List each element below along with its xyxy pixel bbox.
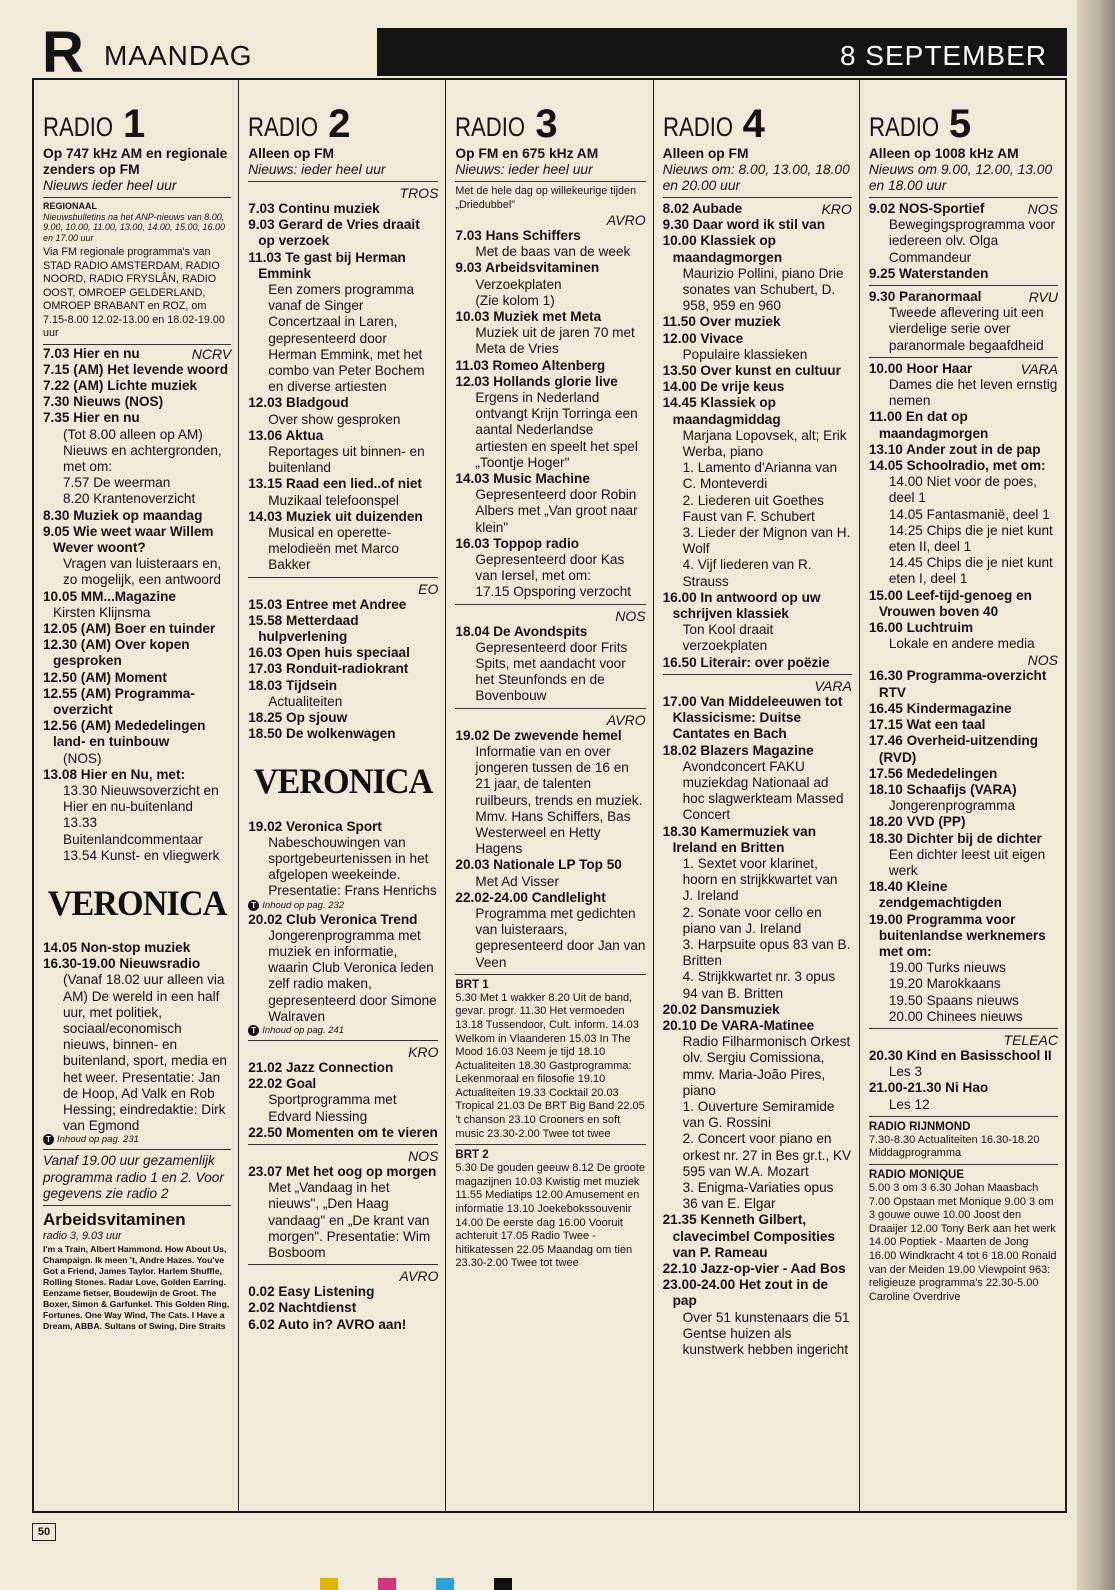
- program-entry: 22.50 Momenten om te vieren: [248, 1124, 438, 1140]
- program-description: Ton Kool draait verzoekplaten: [682, 622, 774, 654]
- program-entry: 9.03 Gerard de Vries draait op verzoek: [248, 217, 420, 249]
- divider: [869, 285, 1058, 286]
- broadcaster-label: EO: [418, 580, 439, 597]
- station-heading: [868, 86, 1058, 146]
- program-entry: 16.30-19.00 Nieuwsradio: [43, 956, 201, 972]
- program-entry: 21.02 Jazz Connection: [248, 1059, 394, 1075]
- program-entry: 12.56 (AM) Mededelingen land- en tuinbouw: [43, 718, 206, 750]
- header-right: [377, 28, 1067, 76]
- page-header: [32, 20, 1067, 85]
- program-entry: 11.03 Te gast bij Herman Emmink: [248, 249, 406, 281]
- section-letter: R: [42, 20, 82, 85]
- program-entry: 18.25 Op sjouw: [248, 710, 348, 726]
- program-description: Marjana Lopovsek, alt; Erik Werba, piano: [682, 427, 847, 460]
- program-description: 19.00 Turks nieuws: [888, 960, 1006, 976]
- program-list: [248, 819, 438, 900]
- program-description: Een zomers programma vanaf de Singer Concertzaal in Laren, gepresenteerd door Herman Emmink, met het combo van Peter Bochem en diverse artiesten: [268, 282, 425, 395]
- program-list: [869, 1048, 1058, 1113]
- program-entry: 21.35 Kenneth Gilbert, clavecimbel Composities van P. Rameau: [662, 1212, 836, 1260]
- station-number: 1: [123, 102, 146, 146]
- broadcaster-label: KRO: [408, 1043, 439, 1060]
- program-description: Informatie van en over jongeren tussen de 16 en 21 jaar, de talenten ruilbeurs, trends en muziek. Mmv. Hans Schiffers, Bas Westerweel en Hetty Hagens: [475, 743, 643, 857]
- program-entry: 20.02 Dansmuziek: [662, 1001, 780, 1017]
- divider: [43, 197, 231, 198]
- column-radio-1: [34, 80, 239, 1511]
- program-list: [248, 912, 438, 1025]
- divider: [43, 1149, 231, 1150]
- program-list: [43, 940, 231, 1134]
- program-description: 13.33 Buitenlandcommentaar: [63, 815, 203, 847]
- program-list: [43, 346, 231, 865]
- divider: [869, 357, 1058, 358]
- program-entry: 11.00 En dat op maandagmorgen: [868, 409, 989, 441]
- program-list: [869, 668, 1058, 1024]
- rijnmond-title: RADIO RIJNMOND: [868, 1120, 971, 1133]
- program-entry: 18.50 De wolkenwagen: [248, 726, 396, 742]
- program-entry: 13.50 Over kunst en cultuur: [662, 363, 841, 379]
- program-entry: 12.03 Hollands glorie live: [455, 373, 618, 389]
- program-entry: 10.03 Muziek met Meta: [455, 309, 602, 325]
- station-word: RADIO: [662, 112, 733, 142]
- program-description: Vragen van luisteraars en, zo mogelijk, een antwoord: [63, 556, 222, 588]
- program-description: 1. Lamento d'Arianna van C. Monteverdi: [682, 460, 838, 492]
- station-frequency: Alleen op 1008 kHz AM: [868, 146, 1019, 161]
- program-entry: 9.30 Paranormaal: [868, 289, 982, 305]
- program-description: 14.05 Fantasmanië, deel 1: [888, 506, 1050, 522]
- program-entry: 20.03 Nationale LP Top 50: [455, 857, 622, 873]
- program-description: Met Ad Visser: [475, 873, 560, 889]
- content-ref[interactable]: T Inhoud op pag. 241: [248, 1025, 438, 1037]
- program-list: [869, 361, 1058, 653]
- program-entry: 9.02 NOS-Sportief: [868, 201, 985, 216]
- broadcaster-label: TELEAC: [1003, 1031, 1059, 1048]
- program-description: 2. Concert voor piano en orkest nr. 27 in Bes gr.t., KV 595 van W.A. Mozart: [682, 1131, 852, 1179]
- station-news-note: Nieuws om: 8.00, 13.00, 18.00 en 20.00 uur: [662, 162, 850, 193]
- divider: [43, 344, 231, 345]
- content-ref[interactable]: T Inhoud op pag. 232: [248, 900, 438, 912]
- divider: [248, 1264, 438, 1265]
- program-description: Radio Filharmonisch Orkest olv. Sergiu Comissiona, mmv. Maria-João Pires, piano: [682, 1034, 851, 1098]
- program-entry: 14.45 Klassiek op maandagmiddag: [662, 395, 781, 427]
- station-number: 3: [535, 102, 558, 146]
- program-entry: 8.30 Muziek op maandag: [43, 507, 203, 523]
- divider: [455, 181, 645, 182]
- divider: [248, 577, 438, 578]
- program-entry: 14.03 Music Machine: [455, 471, 590, 487]
- program-entry: 16.30 Programma-overzicht RTV: [868, 668, 1047, 700]
- program-entry: 20.02 Club Veronica Trend: [248, 911, 418, 927]
- divider: [663, 674, 852, 675]
- program-entry: 23.00-24.00 Het zout in de pap: [662, 1277, 829, 1309]
- program-entry: 17.15 Wat een taal: [868, 717, 986, 733]
- program-entry: 9.05 Wie weet waar Willem Wever woont?: [43, 523, 214, 555]
- program-entry: 18.30 Kamermuziek van Ireland en Britten: [662, 823, 817, 855]
- program-description: 19.50 Spaans nieuws: [888, 992, 1019, 1008]
- program-description: Jongerenprogramma: [888, 798, 1015, 814]
- program-description: Gepresenteerd door Kas van Iersel, met om:: [475, 552, 625, 584]
- broadcaster-label: NOS: [1027, 201, 1059, 217]
- program-description: 8.20 Krantenoverzicht: [63, 491, 196, 507]
- station-word: RADIO: [248, 112, 319, 142]
- program-description: Over 51 kunstenaars die 51 Gentse huizen als kunstwerk hebben ingericht: [682, 1309, 850, 1358]
- program-description: Actualiteiten: [268, 693, 343, 709]
- content-ref[interactable]: T Inhoud op pag. 231: [43, 1134, 231, 1146]
- column-radio-4: [654, 80, 860, 1511]
- station-heading: [43, 86, 231, 146]
- program-entry: 9.03 Arbeidsvitaminen: [455, 260, 600, 276]
- program-entry: 22.02-24.00 Candlelight: [455, 889, 606, 905]
- program-entry: 23.07 Met het oog op morgen: [248, 1163, 437, 1179]
- program-entry: 14.00 De vrije keus: [662, 379, 785, 395]
- program-entry: 12.55 (AM) Programma-overzicht: [43, 685, 195, 717]
- program-description: 19.20 Marokkaans: [888, 976, 1001, 992]
- program-description: 3. Enigma-Variaties opus 36 van E. Elgar: [682, 1179, 834, 1212]
- program-description: 3. Lieder der Mignon van H. Wolf: [682, 525, 851, 557]
- program-list: [248, 1284, 438, 1333]
- broadcaster-label: NOS: [408, 1147, 439, 1164]
- program-entry: 9.30 Daar word ik stil van: [662, 217, 826, 233]
- brt1-title: BRT 1: [455, 978, 489, 991]
- program-entry: 7.30 Nieuws (NOS): [43, 394, 164, 410]
- program-entry: 12.03 Bladgoud: [248, 395, 349, 411]
- print-color-marks: [320, 1578, 660, 1590]
- station-news-note: Nieuws: ieder heel uur: [248, 162, 386, 177]
- program-description: 1. Sextet voor klarinet, hoorn en strijkkwartet van J. Ireland: [682, 855, 838, 904]
- program-entry: 15.03 Entree met Andree: [248, 596, 407, 612]
- program-description: Lokale en andere media: [888, 636, 1035, 652]
- station-frequency: Op FM en 675 kHz AM: [455, 146, 599, 161]
- station-heading: [662, 86, 852, 146]
- divider: [455, 604, 645, 605]
- program-list: [248, 1060, 438, 1141]
- program-description: Kirsten Klijnsma: [53, 604, 151, 620]
- program-description: 14.45 Chips die je niet kunt eten I, deel 1: [888, 555, 1053, 587]
- program-entry: 14.05 Schoolradio, met om:: [868, 458, 1046, 474]
- program-list: [248, 201, 438, 574]
- program-description: Nabeschouwingen van sportgebeurtenissen in het afgelopen weekeinde. Presentatie: Frans Henrichs: [268, 834, 437, 899]
- program-entry: 19.02 De zwevende hemel: [455, 727, 622, 743]
- column-radio-5: [860, 80, 1065, 1511]
- program-entry: 7.03 Hans Schiffers: [455, 228, 581, 243]
- program-entry: 6.02 Auto in? AVRO aan!: [248, 1316, 407, 1332]
- broadcaster-label: RVU: [1028, 289, 1059, 306]
- regionaal-label: REGIONAAL: [43, 201, 97, 211]
- arbeidsvitaminen-sub: radio 3, 9.03 uur: [43, 1230, 122, 1243]
- driedubbel-note: Met de hele dag op willekeurige tijden „Driedubbel": [455, 185, 637, 211]
- veronica-logo: VERONICA: [47, 882, 227, 923]
- program-entry: 16.03 Open huis speciaal: [248, 645, 410, 661]
- program-description: (Vanaf 18.02 uur alleen via AM) De wereld in een half uur, met politiek, sociaal/economisch nieuws, binnen- en buitenland, sport, media en het weer. Presentatie: Jan de Hoop, Ad Valk en Rob Hessing; eindredaktie: Dirk van Egmond: [63, 972, 227, 1134]
- station-word: RADIO: [43, 112, 114, 142]
- program-entry: 2.02 Nachtdienst: [248, 1300, 357, 1316]
- program-description: 4. Strijkkwartet nr. 3 opus 94 van B. Britten: [682, 969, 836, 1001]
- divider: [248, 1144, 438, 1145]
- arbeidsvitaminen-list: I'm a Train, Albert Hammond. How About Us, Champaign. Ik meen 't, Andre Hazes. You've Got a Friend, James Taylor. Harlem Shuffle, Rolling Stones. Radar Love, Golden Earring. Eenzame fietser, Boudewijn de Groot. The Boxer, Simon & Garfunkel. This Golden Ring, Fortunes. One Way Wind, The Cats. I Have a Dream, ABBA. Sultans of Swing, Dire Straits: [43, 1243, 230, 1331]
- program-entry: 20.10 De VARA-Matinee: [662, 1017, 815, 1033]
- program-entry: 11.03 Romeo Altenberg: [455, 357, 606, 373]
- program-list: [248, 597, 438, 743]
- program-entry: 10.00 Klassiek op maandagmorgen: [662, 233, 783, 265]
- broadcaster-label: NOS: [615, 607, 646, 624]
- program-description: 13.30 Nieuwsoverzicht en Hier en nu-buitenland: [63, 782, 219, 815]
- arbeidsvitaminen-title: Arbeidsvitaminen: [43, 1210, 186, 1230]
- program-entry: 7.03 Continu muziek: [248, 201, 380, 216]
- program-description: Gepresenteerd door Frits Spits, met aandacht voor het Steunfonds en de Bovenbouw: [475, 639, 628, 704]
- program-entry: 17.03 Ronduit-radiokrant: [248, 661, 409, 677]
- program-description: 2. Liederen uit Goethes Faust van F. Schubert: [682, 492, 824, 524]
- program-entry: 14.05 Non-stop muziek: [43, 940, 191, 955]
- broadcaster-label: KRO: [821, 201, 852, 217]
- program-description: 13.54 Kunst- en vliegwerk: [63, 847, 220, 863]
- program-entry: 18.04 De Avondspits: [455, 623, 588, 639]
- regionaal-text: Via FM regionale programma's van STAD RADIO AMSTERDAM, RADIO NOORD, RADIO FRYSLÂN, RADIO OOST, OMROEP GELDERLAND, OMROEP BRABANT en ROZ, om 7.15-8.00 12.02-13.00 en 18.02-19.00 uur: [43, 246, 225, 339]
- program-description: Les 3: [888, 1064, 923, 1080]
- program-entry: 17.56 Mededelingen: [868, 765, 998, 781]
- program-entry: 0.02 Easy Listening: [248, 1284, 375, 1300]
- program-description: Populaire klassieken: [682, 346, 808, 362]
- date-label: 8 SEPTEMBER: [839, 40, 1047, 71]
- brt1-text: 5.30 Met 1 wakker 8.20 Uit de band, gevar. progr. 11.30 Het vermoeden 13.18 Tussendoor, Cult. inform. 14.03 Welkom in Vlaanderen 15.03 In The Mood 16.03 Neem je tijd 18.10 Actualiteiten 18.30 Gastprogramma: Lekenmoraal en filosofie 19.10 Actualiteiten 19.33 Cocktail 20.03 Tropical 21.03 De BRT Big Band 22.05 't chanson 23.10 Crooners en soft music 23.30-2.00 Twee tot twee: [455, 991, 645, 1140]
- station-frequency: Alleen op FM: [662, 146, 749, 161]
- program-description: Tweede aflevering uit een vierdelige serie over paranormale begaafdheid: [888, 305, 1044, 353]
- program-description: Programma met gedichten van luisteraars, gepresenteerd door Jan van Veen: [475, 905, 646, 970]
- program-entry: 18.30 Dichter bij de dichter: [868, 830, 1042, 846]
- monique-title: RADIO MONIQUE: [868, 1168, 965, 1181]
- page-number: 50: [32, 1523, 56, 1541]
- station-word: RADIO: [868, 112, 939, 142]
- program-entry: 13.08 Hier en Nu, met:: [43, 766, 186, 782]
- program-description: Muziek uit de jaren 70 met Meta de Vries: [475, 325, 635, 357]
- program-description: 2. Sonate voor cello en piano van J. Ireland: [682, 904, 822, 936]
- station-heading: [455, 86, 645, 146]
- program-entry: 16.03 Toppop radio: [455, 535, 580, 551]
- broadcaster-label: VARA: [1020, 360, 1059, 377]
- program-description: (NOS): [63, 750, 102, 766]
- station-word: RADIO: [455, 112, 526, 142]
- program-entry: 11.50 Over muziek: [662, 314, 781, 330]
- magazine-spine: [1077, 0, 1115, 1590]
- program-description: 14.00 Niet voor de poes, deel 1: [888, 474, 1037, 506]
- program-description: 17.15 Opsporing verzocht: [475, 584, 632, 600]
- program-description: Ergens in Nederland ontvangt Krijn Torringa een aantal Nederlandse artiesten en speelt het spel „Toontje Hoger": [475, 390, 638, 470]
- program-description: Bewegingsprogramma voor iedereen olv. Olga Commandeur: [888, 217, 1056, 265]
- program-description: Gepresenteerd door Robin Albers met „Van groot naar klein": [475, 487, 638, 535]
- program-entry: 15.00 Leef-tijd-genoeg en Vrouwen boven 40: [868, 587, 1032, 619]
- program-entry: 12.05 (AM) Boer en tuinder: [43, 620, 216, 636]
- program-description: (Zie kolom 1): [475, 292, 555, 308]
- regionaal-note: Nieuwsbulletins na het ANP-nieuws van 8.00, 9.00, 10.00, 11.00, 13.00, 14.00, 15.00, 16.00 en 17.00 uur: [43, 211, 225, 243]
- program-entry: 7.35 Hier en nu: [43, 410, 140, 426]
- program-entry: 12.00 Vivace: [662, 330, 744, 346]
- program-entry: 18.40 Kleine zendgemachtigden: [868, 879, 1002, 911]
- broadcaster-label: TROS: [399, 185, 439, 201]
- program-entry: 19.00 Programma voor buitenlandse werknemers met om:: [868, 911, 1046, 959]
- program-list: [663, 201, 852, 671]
- program-description: (Tot 8.00 alleen op AM) Nieuws en achtergronden, met om:: [63, 426, 222, 474]
- divider: [43, 1205, 231, 1206]
- station-number: 5: [948, 102, 972, 146]
- program-entry: 7.15 (AM) Het levende woord: [43, 361, 229, 377]
- vanaf-note: Vanaf 19.00 uur gezamenlijk programma radio 1 en 2. Voor gegevens zie radio 2: [43, 1153, 224, 1201]
- program-entry: 9.25 Waterstanden: [868, 265, 989, 281]
- divider: [869, 1116, 1058, 1117]
- station-frequency: Op 747 kHz AM en regionale zenders op FM: [43, 146, 228, 177]
- program-entry: 12.50 (AM) Moment: [43, 669, 167, 685]
- program-description: Met „Vandaag in het nieuws", „Den Haag vandaag" en „De krant van morgen". Presentatie: Wim Bosboom: [268, 1180, 431, 1260]
- program-list: [663, 694, 852, 1358]
- program-description: Musical en operette-melodieën met Marco Bakker: [268, 525, 399, 573]
- brt2-text: 5.30 De gouden geeuw 8.12 De groote magazijnen 10.03 Kwistig met muziek 11.55 Mediatips 12.00 Amusement en informatie 13.10 Joekebokssouvenir 14.00 De eerste dag 16.00 Vooruit achteruit 17.05 Radio Twee - hitikatessen 22.05 Maandag om tien 23.30-2.00 Twee tot twee: [455, 1162, 645, 1270]
- program-description: Reportages uit binnen- en buitenland: [268, 444, 425, 476]
- station-frequency: Alleen op FM: [248, 146, 335, 161]
- program-description: Avondconcert FAKU muziekdag Nationaal ad hoc slagwerkteam Massed Concert: [682, 758, 844, 823]
- program-description: 3. Harpsuite opus 83 van B. Britten: [682, 936, 851, 969]
- program-entry: 7.03 Hier en nu: [43, 345, 140, 361]
- program-entry: 18.02 Blazers Magazine: [662, 742, 814, 758]
- program-description: Maurizio Pollini, piano Drie sonates van Schubert, D. 958, 959 en 960: [682, 265, 844, 314]
- program-list: [455, 624, 645, 705]
- header-left: [32, 20, 377, 85]
- program-entry: 17.00 Van Middeleeuwen tot Klassicisme: Duitse Cantates en Bach: [662, 693, 843, 742]
- station-news-note: Nieuws: ieder heel uur: [455, 162, 593, 177]
- program-list: [455, 228, 645, 601]
- divider: [869, 1028, 1058, 1029]
- program-description: Jongerenprogramma met muziek en informatie, waarin Club Veronica leden zelf radio maken, gepresenteerd door Simone Walraven: [268, 927, 437, 1024]
- program-entry: 18.03 Tijdsein: [248, 677, 338, 693]
- program-entry: 19.02 Veronica Sport: [248, 818, 382, 834]
- program-entry: 20.30 Kind en Basisschool II: [868, 1047, 1052, 1063]
- program-description: Muzikaal telefoonspel: [268, 492, 399, 508]
- program-entry: 16.50 Literair: over poëzie: [662, 654, 830, 670]
- broadcaster-label: AVRO: [606, 711, 646, 728]
- rijnmond-text: 7.30-8.30 Actualiteiten 16.30-18.20 Middagprogramma: [868, 1133, 1040, 1160]
- column-radio-3: [446, 80, 653, 1511]
- program-entry: 17.46 Overheid-uitzending (RVD): [868, 733, 1039, 765]
- broadcaster-label: VARA: [814, 677, 852, 694]
- program-description: Les 12: [888, 1096, 930, 1112]
- program-description: Over show gesproken: [268, 411, 401, 427]
- program-description: Dames die het leven ernstig nemen: [888, 377, 1058, 409]
- program-entry: 16.00 In antwoord op uw schrijven klassiek: [662, 589, 821, 622]
- program-entry: 21.00-21.30 Ni Hao: [868, 1080, 989, 1096]
- program-entry: 18.10 Schaafijs (VARA): [868, 781, 1017, 797]
- program-list: [455, 728, 645, 971]
- day-label: MAANDAG: [104, 40, 253, 71]
- program-description: Met de baas van de week: [475, 244, 631, 260]
- program-list: [248, 1164, 438, 1261]
- program-description: Verzoekplaten: [475, 276, 562, 292]
- program-entry: 16.45 Kindermagazine: [868, 700, 1012, 716]
- divider: [455, 708, 645, 709]
- divider: [455, 1144, 645, 1145]
- program-entry: 22.02 Goal: [248, 1076, 317, 1092]
- broadcaster-label: NCRV: [191, 345, 232, 362]
- program-entry: 15.58 Metterdaad hulpverlening: [248, 612, 359, 645]
- program-entry: 13.06 Aktua: [248, 427, 324, 443]
- program-description: 7.57 De weerman: [63, 475, 171, 491]
- monique-text: 5.00 3 om 3 6.30 Johan Maasbach 7.00 Opstaan met Monique 9.00 3 om 3 gouwe ouwe 10.00 Joost den Draaijer 12.00 Tony Berk aan het werk 14.00 Poptiek - Maarten de Jong 16.00 Windkracht 4 tot 6 18.00 Ronald van der Meiden 19.00 Viewpoint 963: religieuze programma's 22.30-5.00 Caroline Overdrive: [868, 1181, 1057, 1303]
- column-radio-2: [239, 80, 446, 1511]
- station-news-note: Nieuws ieder heel uur: [43, 178, 177, 193]
- program-entry: 16.00 Luchtruim: [868, 620, 974, 636]
- program-description: 20.00 Chinees nieuws: [888, 1008, 1023, 1024]
- broadcaster-label: AVRO: [606, 212, 646, 228]
- broadcaster-label: NOS: [1027, 652, 1059, 669]
- program-description: 4. Vijf liederen van R. Strauss: [682, 557, 812, 589]
- station-heading: [248, 86, 438, 146]
- radio-grid: [32, 78, 1067, 1513]
- brt2-title: BRT 2: [455, 1149, 489, 1162]
- program-entry: 13.15 Raad een lied..of niet: [248, 476, 422, 492]
- program-description: Een dichter leest uit eigen werk: [888, 846, 1046, 878]
- program-entry: 7.22 (AM) Lichte muziek: [43, 377, 198, 393]
- station-number: 2: [328, 102, 351, 146]
- program-entry: 14.03 Muziek uit duizenden: [248, 508, 423, 524]
- program-entry: 13.10 Ander zout in de pap: [868, 441, 1041, 457]
- program-entry: 10.00 Hoor Haar: [868, 360, 973, 376]
- divider: [869, 1164, 1058, 1165]
- program-entry: 12.30 (AM) Over kopen gesproken: [43, 637, 190, 669]
- program-description: 14.25 Chips die je niet kunt eten II, deel 1: [888, 522, 1053, 555]
- broadcaster-label: AVRO: [399, 1268, 439, 1285]
- program-entry: 22.10 Jazz-op-vier - Aad Bos: [662, 1261, 846, 1276]
- veronica-logo: VERONICA: [253, 761, 433, 802]
- station-news-note: Nieuws om 9.00, 12.00, 13.00 en 18.00 uur: [868, 162, 1053, 193]
- divider: [455, 974, 645, 975]
- program-entry: 8.02 Aubade: [662, 201, 743, 216]
- divider: [248, 181, 438, 182]
- divider: [248, 1040, 438, 1041]
- program-entry: 10.05 MM...Magazine: [43, 588, 176, 604]
- divider: [663, 197, 852, 198]
- program-entry: 18.20 VVD (PP): [868, 814, 966, 830]
- program-description: 1. Ouverture Semiramide van G. Rossini: [682, 1098, 835, 1131]
- station-number: 4: [742, 102, 765, 146]
- program-description: Sportprogramma met Edvard Niessing: [268, 1092, 397, 1124]
- divider: [869, 197, 1058, 198]
